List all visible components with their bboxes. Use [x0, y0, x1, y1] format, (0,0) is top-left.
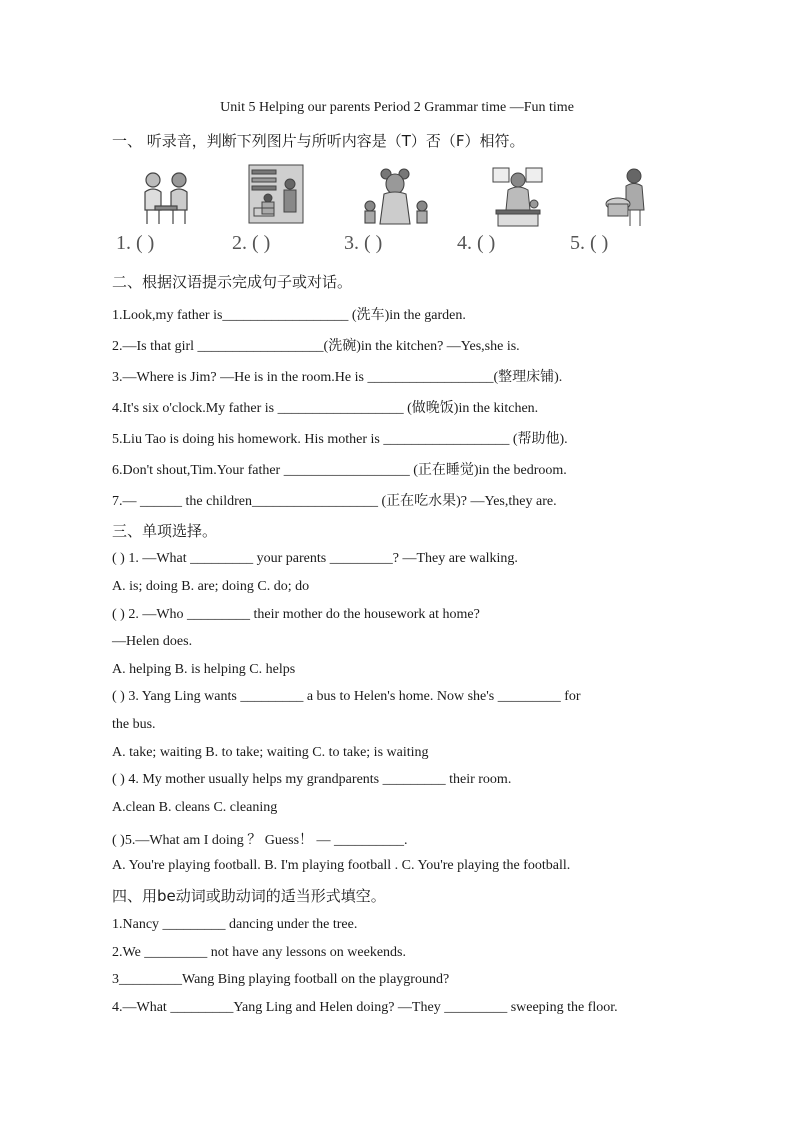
answer-blank-1[interactable]: 1. ( ) [116, 232, 155, 254]
woman-cooking-picture [490, 166, 546, 228]
document-title: Unit 5 Helping our parents Period 2 Grammar time —Fun time [220, 100, 574, 115]
section-2-item-3[interactable]: 3.—Where is Jim? —He is in the room.He is __________________(整理床铺). [112, 370, 563, 385]
answer-blank-2[interactable]: 2. ( ) [232, 232, 271, 254]
section-4-item-3[interactable]: 3_________Wang Bing playing football on the playground? [112, 972, 450, 987]
mice-family-picture [356, 166, 438, 228]
question-2[interactable]: ( ) 2. —Who _________ their mother do the housework at home? [112, 607, 480, 622]
answer-blank-4[interactable]: 4. ( ) [457, 232, 496, 254]
question-4-options: A.clean B. cleans C. cleaning [112, 800, 278, 815]
section-2-item-2[interactable]: 2.—Is that girl __________________(洗碗)in the kitchen? —Yes,she is. [112, 339, 520, 354]
question-3-options: A. take; waiting B. to take; waiting C. to take; is waiting [112, 745, 429, 760]
answer-blank-5[interactable]: 5. ( ) [570, 232, 609, 254]
boy-washing-picture [604, 166, 654, 228]
question-3[interactable]: ( ) 3. Yang Ling wants _________ a bus to Helen's home. Now she's _________ for [112, 689, 581, 704]
question-1[interactable]: ( ) 1. —What _________ your parents _________? —They are walking. [112, 551, 518, 566]
section-4-item-2[interactable]: 2.We _________ not have any lessons on weekends. [112, 945, 406, 960]
question-4[interactable]: ( ) 4. My mother usually helps my grandparents _________ their room. [112, 772, 512, 787]
section-4-heading: 四、用be动词或助动词的适当形式填空。 [112, 887, 386, 905]
answer-blank-3[interactable]: 3. ( ) [344, 232, 383, 254]
question-5-options: A. You're playing football. B. I'm playing football . C. You're playing the football. [112, 858, 571, 873]
section-2-item-6[interactable]: 6.Don't shout,Tim.Your father __________________ (正在睡觉)in the bedroom. [112, 463, 567, 478]
shopping-picture [248, 164, 304, 224]
section-2-item-5[interactable]: 5.Liu Tao is doing his homework. His mother is __________________ (帮助他). [112, 432, 568, 447]
question-3-continued: the bus. [112, 717, 156, 732]
kids-eating-picture [135, 166, 195, 228]
section-3-heading: 三、单项选择。 [112, 522, 218, 540]
section-2-item-7[interactable]: 7.— ______ the children__________________ (正在吃水果)? —Yes,they are. [112, 494, 557, 509]
section-4-item-1[interactable]: 1.Nancy _________ dancing under the tree. [112, 917, 358, 932]
question-5[interactable]: ( )5.—What am I doing ？ Guess！ — __________. [112, 833, 408, 848]
section-4-item-4[interactable]: 4.—What _________Yang Ling and Helen doing? —They _________ sweeping the floor. [112, 1000, 618, 1015]
section-2-heading: 二、根据汉语提示完成句子或对话。 [112, 273, 353, 291]
section-1-heading: 一、 听录音，判断下列图片与所听内容是（T）否（F）相符。 [112, 132, 525, 150]
question-2-reply: —Helen does. [112, 634, 193, 649]
section-2-item-1[interactable]: 1.Look,my father is__________________ (洗车)in the garden. [112, 308, 466, 323]
question-2-options: A. helping B. is helping C. helps [112, 662, 296, 677]
question-1-options: A. is; doing B. are; doing C. do; do [112, 579, 310, 594]
section-2-item-4[interactable]: 4.It's six o'clock.My father is __________________ (做晚饭)in the kitchen. [112, 401, 539, 416]
